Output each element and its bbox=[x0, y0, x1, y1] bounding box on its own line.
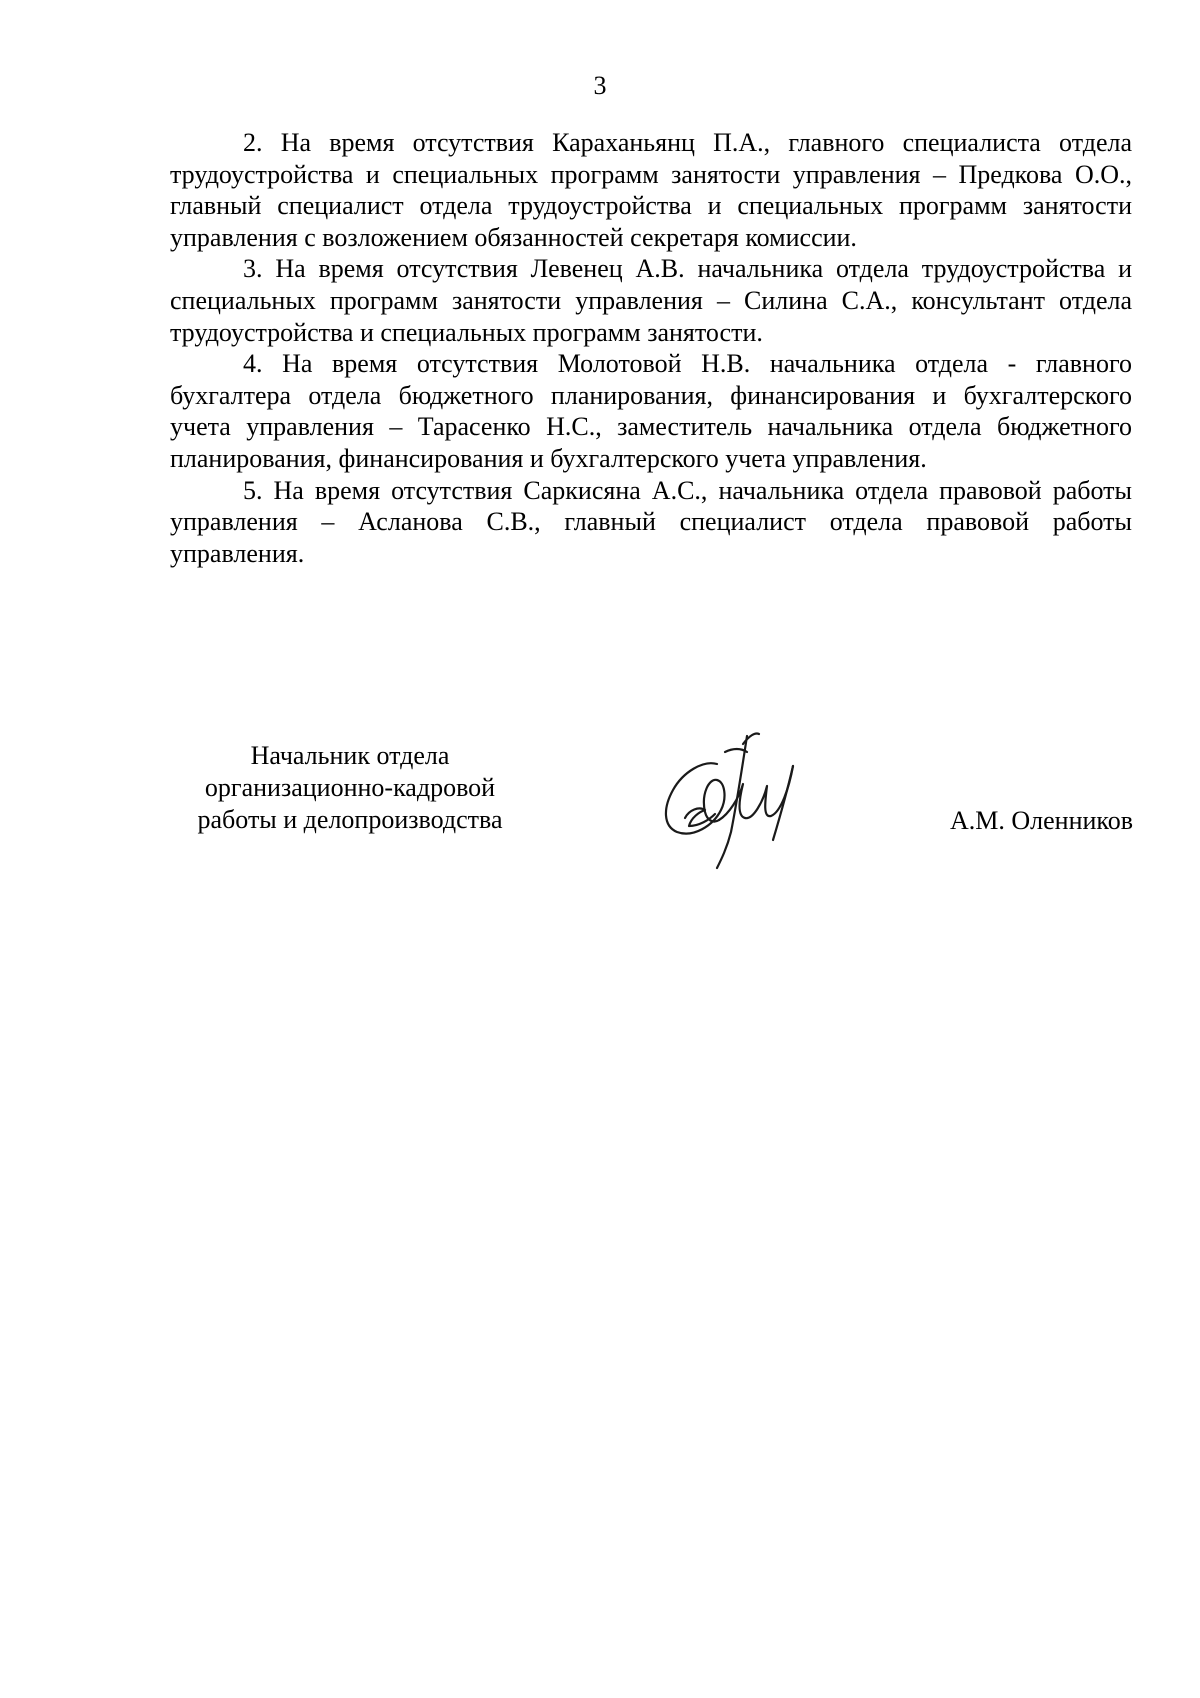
handwritten-signature bbox=[655, 722, 815, 872]
paragraph-item-3: 3. На время отсутствия Левенец А.В. начальника отдела трудоустройства и специальных программ занятости управления – Силина С.А., консультант отдела трудоустройства и специальных программ занятости. bbox=[170, 254, 1132, 347]
paragraph-item-4: 4. На время отсутствия Молотовой Н.В. начальника отдела - главного бухгалтера отдела бюджетного планирования, финансирования и бухгалтерского учета управления – Тарасенко Н.С., заместитель начальника отдела бюджетного планирования, финансирования и бухгалтерского учета управления. bbox=[170, 349, 1132, 473]
document-body bbox=[170, 127, 1132, 569]
page-number: 3 bbox=[593, 71, 607, 100]
signer-title-line: работы и делопроизводства bbox=[197, 805, 503, 834]
paragraph-item-5: 5. На время отсутствия Саркисяна А.С., начальника отдела правовой работы управления – Асланова С.В., главный специалист отдела правовой работы управления. bbox=[170, 475, 1132, 568]
signer-title-line: Начальник отдела bbox=[250, 741, 450, 770]
signature-block bbox=[0, 740, 1200, 890]
signer-title-line: организационно-кадровой bbox=[204, 773, 496, 802]
signer-name: А.М. Оленников bbox=[950, 806, 1134, 835]
signer-position-title bbox=[170, 740, 530, 836]
paragraph-item-2: 2. На время отсутствия Караханьянц П.А., главного специалиста отдела трудоустройства и специальных программ занятости управления – Предкова О.О., главный специалист отдела трудоустройства и специальных программ занятости управления с возложением обязанностей секретаря комиссии. bbox=[170, 128, 1132, 252]
